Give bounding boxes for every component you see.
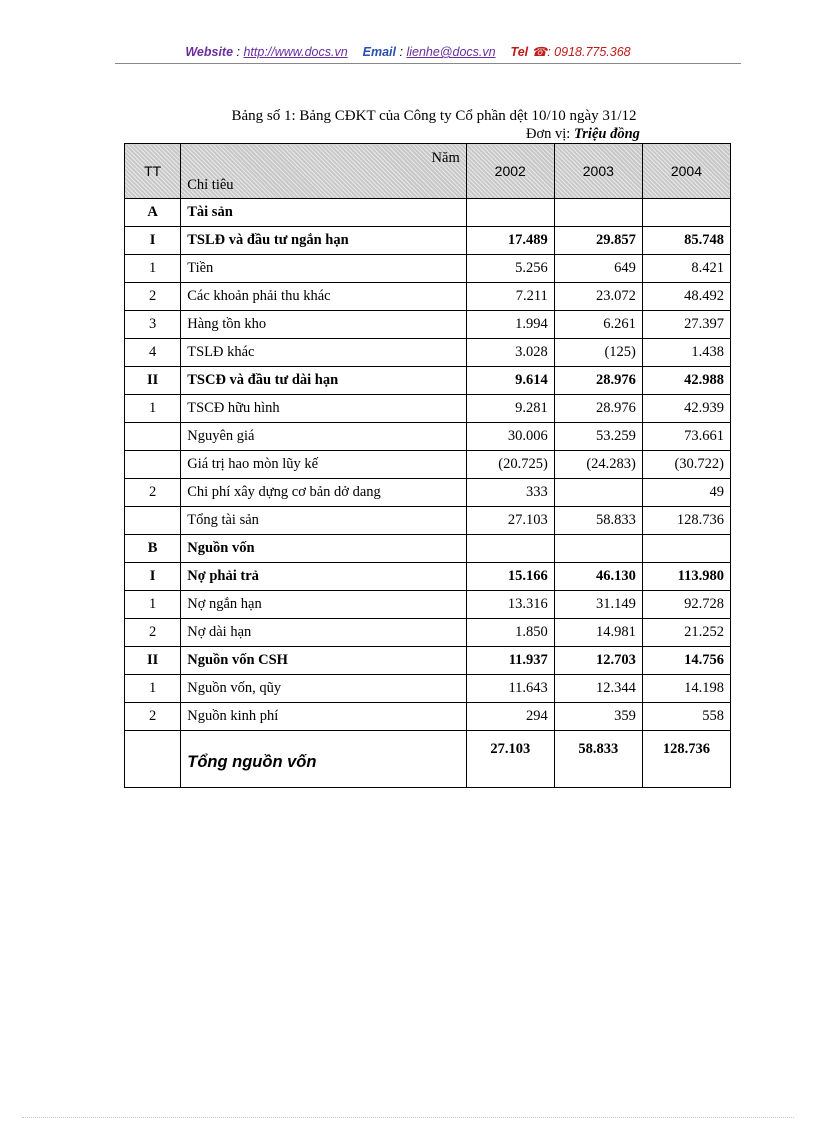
table-row [125, 591, 731, 619]
row-value-2004: 85.748 [642, 227, 730, 255]
row-tt: 1 [125, 591, 181, 619]
row-value-2002: 30.006 [466, 423, 554, 451]
row-tt: I [125, 227, 181, 255]
row-value-2004: 42.988 [642, 367, 730, 395]
row-indicator: Nguồn vốn CSH [181, 647, 466, 675]
row-value-2002: 7.211 [466, 283, 554, 311]
row-value-2003: 58.833 [554, 507, 642, 535]
row-indicator: Nợ phải trả [181, 563, 466, 591]
unit-value: Triệu đồng [573, 126, 640, 142]
table-row [125, 227, 731, 255]
row-value-2002 [466, 199, 554, 227]
row-tt: A [125, 199, 181, 227]
tel-label: Tel [510, 45, 529, 59]
row-value-2004: (30.722) [642, 451, 730, 479]
table-row [125, 283, 731, 311]
row-value-2004 [642, 199, 730, 227]
table-row [125, 703, 731, 731]
row-tt: 1 [125, 675, 181, 703]
row-value-2002: 11.937 [466, 647, 554, 675]
row-value-2004: 128.736 [642, 507, 730, 535]
total-row [125, 731, 731, 788]
row-value-2003: 12.344 [554, 675, 642, 703]
row-value-2004: 14.756 [642, 647, 730, 675]
table-row [125, 535, 731, 563]
table-header-row [125, 144, 731, 199]
unit-label: Đơn vị: [526, 126, 571, 142]
row-indicator: TSLĐ khác [181, 339, 466, 367]
page-header: Website : http://www.docs.vn Email : lienhe@docs.vn Tel ☎: 0918.775.368 [185, 45, 631, 59]
total-label: Tổng nguồn vốn [181, 731, 466, 788]
row-value-2002: 294 [466, 703, 554, 731]
row-value-2003: 29.857 [554, 227, 642, 255]
row-indicator: Tổng tài sản [181, 507, 466, 535]
row-value-2004: 558 [642, 703, 730, 731]
row-indicator: Nguồn vốn, qũy [181, 675, 466, 703]
row-value-2002: 9.281 [466, 395, 554, 423]
row-value-2002: 5.256 [466, 255, 554, 283]
row-tt: 2 [125, 703, 181, 731]
row-value-2002 [466, 535, 554, 563]
row-value-2004: 49 [642, 479, 730, 507]
row-value-2002: 9.614 [466, 367, 554, 395]
row-value-2003 [554, 535, 642, 563]
row-value-2004: 1.438 [642, 339, 730, 367]
row-tt: 2 [125, 619, 181, 647]
header-indicator-label: Chỉ tiêu [187, 177, 234, 193]
header-2002: 2002 [466, 144, 554, 199]
row-tt: B [125, 535, 181, 563]
page-bottom-border [22, 1117, 794, 1118]
header-tt: TT [125, 144, 181, 199]
row-tt: I [125, 563, 181, 591]
row-value-2003: 31.149 [554, 591, 642, 619]
website-link[interactable]: http://www.docs.vn [243, 45, 348, 59]
row-indicator: Tài sản [181, 199, 466, 227]
header-year-label: Năm [431, 150, 460, 166]
total-value-2002: 27.103 [466, 731, 554, 788]
row-indicator: Chi phí xây dựng cơ bản dở dang [181, 479, 466, 507]
table-row [125, 675, 731, 703]
total-value-2004: 128.736 [642, 731, 730, 788]
row-indicator: Giá trị hao mòn lũy kế [181, 451, 466, 479]
row-tt: 2 [125, 283, 181, 311]
website-label: Website [185, 45, 234, 59]
row-tt: 1 [125, 255, 181, 283]
email-label: Email [362, 45, 397, 59]
table-row [125, 339, 731, 367]
row-tt: 1 [125, 395, 181, 423]
table-row [125, 423, 731, 451]
balance-sheet-table [124, 143, 731, 788]
row-value-2004 [642, 535, 730, 563]
header-divider [115, 63, 741, 64]
telephone-icon: ☎ [531, 45, 548, 59]
table-row [125, 311, 731, 339]
row-tt: II [125, 647, 181, 675]
table-row [125, 479, 731, 507]
row-value-2003: (125) [554, 339, 642, 367]
unit-line [526, 126, 640, 143]
row-value-2003: 12.703 [554, 647, 642, 675]
total-tt [125, 731, 181, 788]
row-indicator: Hàng tồn kho [181, 311, 466, 339]
row-value-2003: 6.261 [554, 311, 642, 339]
row-value-2003: 53.259 [554, 423, 642, 451]
row-value-2002: (20.725) [466, 451, 554, 479]
row-indicator: TSCĐ hữu hình [181, 395, 466, 423]
row-value-2003 [554, 479, 642, 507]
row-indicator: Nguồn vốn [181, 535, 466, 563]
table-row [125, 647, 731, 675]
row-tt: 3 [125, 311, 181, 339]
row-value-2004: 21.252 [642, 619, 730, 647]
row-value-2003: (24.283) [554, 451, 642, 479]
header-2004: 2004 [642, 144, 730, 199]
row-value-2002: 1.994 [466, 311, 554, 339]
row-tt [125, 451, 181, 479]
row-value-2003: 28.976 [554, 367, 642, 395]
table-row [125, 507, 731, 535]
table-row [125, 395, 731, 423]
row-indicator: Nguyên giá [181, 423, 466, 451]
row-tt [125, 423, 181, 451]
row-indicator: Tiền [181, 255, 466, 283]
header-2003: 2003 [554, 144, 642, 199]
table-row [125, 451, 731, 479]
row-tt [125, 507, 181, 535]
row-indicator: Nợ dài hạn [181, 619, 466, 647]
row-value-2003 [554, 199, 642, 227]
table-caption: Bảng số 1: Bảng CĐKT của Công ty Cổ phần dệt 10/10 ngày 31/12 [231, 108, 637, 124]
email-link[interactable]: lienhe@docs.vn [406, 45, 496, 59]
row-value-2003: 28.976 [554, 395, 642, 423]
row-value-2003: 23.072 [554, 283, 642, 311]
row-value-2004: 73.661 [642, 423, 730, 451]
row-value-2002: 27.103 [466, 507, 554, 535]
row-value-2004: 14.198 [642, 675, 730, 703]
table-row [125, 255, 731, 283]
row-value-2004: 27.397 [642, 311, 730, 339]
table-row [125, 199, 731, 227]
table-row [125, 563, 731, 591]
row-value-2004: 48.492 [642, 283, 730, 311]
row-value-2003: 359 [554, 703, 642, 731]
row-value-2004: 42.939 [642, 395, 730, 423]
header-indicator [181, 144, 466, 199]
row-value-2003: 46.130 [554, 563, 642, 591]
row-value-2002: 17.489 [466, 227, 554, 255]
row-value-2002: 333 [466, 479, 554, 507]
row-tt: 2 [125, 479, 181, 507]
row-indicator: Các khoản phải thu khác [181, 283, 466, 311]
row-value-2003: 14.981 [554, 619, 642, 647]
table-row [125, 619, 731, 647]
row-value-2002: 15.166 [466, 563, 554, 591]
phone-number: 0918.775.368 [554, 45, 631, 59]
row-value-2004: 92.728 [642, 591, 730, 619]
row-value-2002: 1.850 [466, 619, 554, 647]
row-value-2002: 3.028 [466, 339, 554, 367]
row-value-2003: 649 [554, 255, 642, 283]
row-value-2004: 113.980 [642, 563, 730, 591]
row-value-2004: 8.421 [642, 255, 730, 283]
row-indicator: Nợ ngắn hạn [181, 591, 466, 619]
row-value-2002: 11.643 [466, 675, 554, 703]
row-indicator: TSLĐ và đầu tư ngắn hạn [181, 227, 466, 255]
row-tt: 4 [125, 339, 181, 367]
row-indicator: Nguồn kinh phí [181, 703, 466, 731]
row-tt: II [125, 367, 181, 395]
table-row [125, 367, 731, 395]
total-value-2003: 58.833 [554, 731, 642, 788]
row-indicator: TSCĐ và đầu tư dài hạn [181, 367, 466, 395]
row-value-2002: 13.316 [466, 591, 554, 619]
